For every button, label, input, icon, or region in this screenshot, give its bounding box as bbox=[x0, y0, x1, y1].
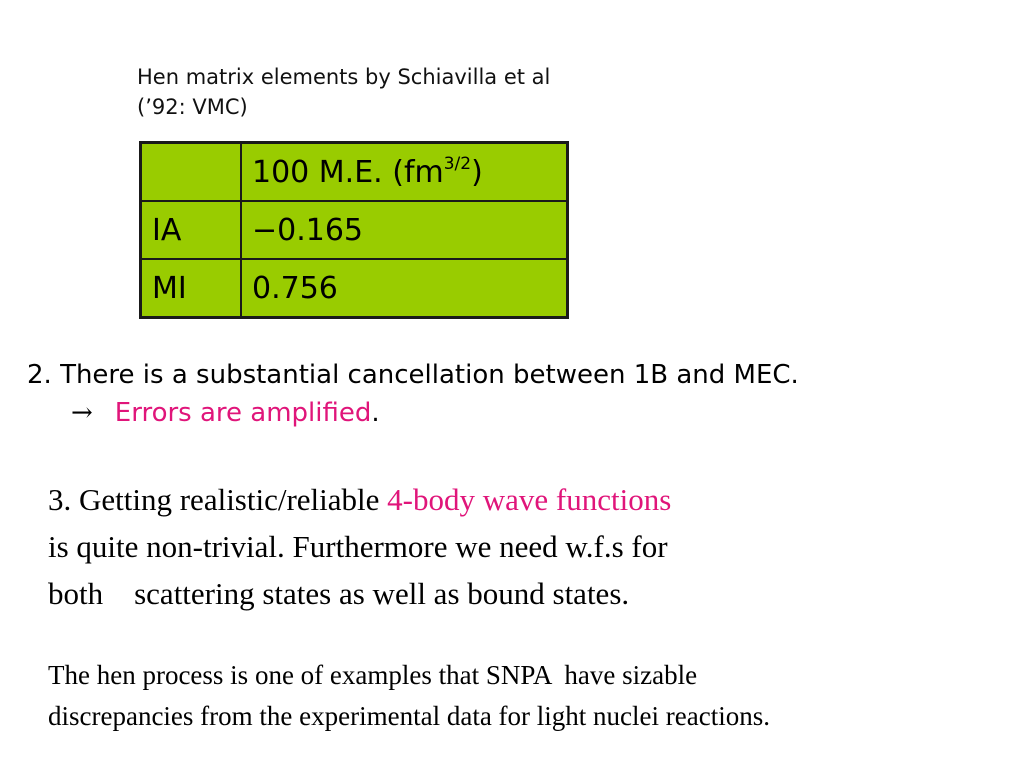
point-3-line-2: is quite non-trivial. Furthermore we need w.f.s for bbox=[48, 529, 668, 564]
header-me-label: 100 M.E. (fm bbox=[252, 154, 444, 190]
table-caption bbox=[137, 62, 550, 122]
point-2-text: 2. There is a substantial cancellation between 1B and MEC. bbox=[27, 360, 799, 390]
point-3-line-1 bbox=[48, 476, 671, 523]
point-2 bbox=[27, 356, 799, 432]
summary-line-2: discrepancies from the experimental data for light nuclei reactions. bbox=[48, 701, 770, 731]
header-me-close: ) bbox=[471, 154, 483, 190]
summary-paragraph bbox=[48, 655, 770, 737]
row-value: 0.756 bbox=[241, 259, 568, 318]
errors-amplified-text: Errors are amplified bbox=[114, 398, 372, 428]
wave-functions-highlight: 4-body wave functions bbox=[387, 482, 672, 517]
caption-line-2: (’92: VMC) bbox=[137, 95, 248, 119]
table-row bbox=[141, 201, 568, 259]
row-label: MI bbox=[141, 259, 242, 318]
table-header-row bbox=[141, 143, 568, 202]
row-value: −0.165 bbox=[241, 201, 568, 259]
table-row bbox=[141, 259, 568, 318]
point-2-period: . bbox=[371, 398, 380, 428]
point-3 bbox=[48, 476, 671, 617]
caption-line-1: Hen matrix elements by Schiavilla et al bbox=[137, 65, 551, 89]
point-3-lead-text: 3. Getting realistic/reliable bbox=[48, 482, 388, 517]
right-arrow-icon: → bbox=[71, 398, 93, 428]
header-cell-me bbox=[241, 143, 568, 202]
row-label: IA bbox=[141, 201, 242, 259]
header-cell-empty bbox=[141, 143, 242, 202]
point-2-consequence bbox=[27, 394, 799, 432]
summary-line-1: The hen process is one of examples that SNPA have sizable bbox=[48, 660, 698, 690]
matrix-elements-table bbox=[139, 141, 569, 319]
point-3-line-3: both scattering states as well as bound states. bbox=[48, 576, 630, 611]
header-me-exponent: 3/2 bbox=[443, 153, 472, 174]
